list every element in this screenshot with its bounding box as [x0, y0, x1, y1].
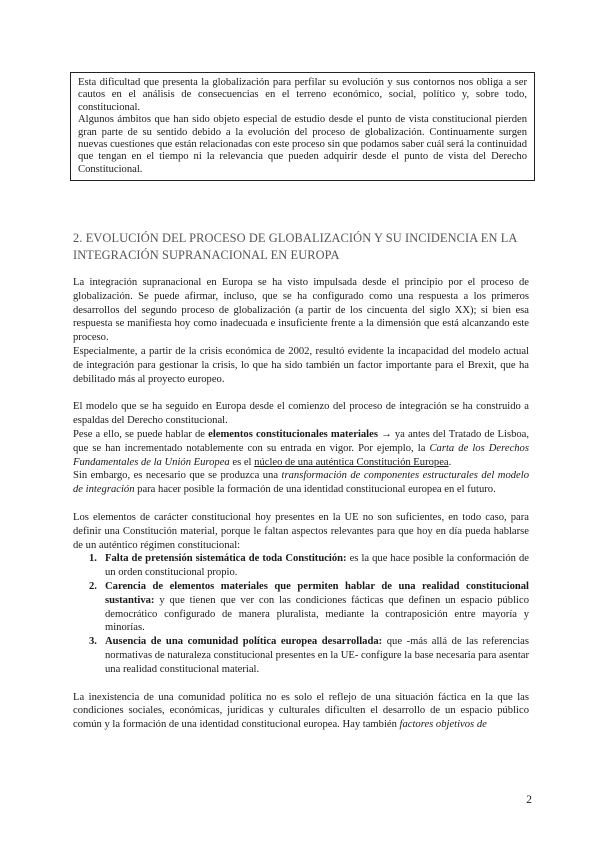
- list-item: 1. Falta de pretensión sistemática de toda Constitución: es la que hace posible la conformación de un orden constitucional propio.: [89, 553, 529, 579]
- page-number: 2: [526, 794, 532, 806]
- numbered-list: [73, 552, 529, 676]
- paragraph-5: Sin embargo, es necesario que se produzca una transformación de componentes estructurales del modelo de integración para hacer posible la formación de una identidad constitucional europea en el futuro.: [73, 470, 529, 496]
- paragraph-last: La inexistencia de una comunidad política no es solo el reflejo de una situación fáctica en la que las condiciones sociales, económicas, jurídicas y culturales dificulten el desarrollo de un espacio público común y la formación de una identidad constitucional europea. Hay también factores objetivos de: [73, 691, 529, 731]
- paragraph-3: El modelo que se ha seguido en Europa desde el comienzo del proceso de integración se ha construido a espaldas del Derecho constitucional.: [73, 401, 529, 427]
- box-paragraph-1: Esta dificultad que presenta la globalización para perfilar su evolución y sus contornos nos obliga a ser cautos en el análisis de consecuencias en el terreno económico, social, político y, sobre todo, constitucional.: [78, 77, 527, 113]
- bold-term: elementos constitucionales materiales: [208, 428, 378, 440]
- list-item: 3. Ausencia de una comunidad política europea desarrollada: que -más allá de las referencias normativas de naturaleza constitucional presentes en la UE- configure la base necesaria para asentar una realidad constitucional material.: [89, 636, 530, 675]
- italic-transformation: transformación de componentes estructurales del modelo de integración: [73, 470, 529, 496]
- underlined-phrase: núcleo de una auténtica Constitución Europea: [254, 456, 449, 468]
- italic-charter: Carta de los Derechos Fundamentales de la Unión Europea: [73, 442, 529, 468]
- italic-factors: factores objetivos de: [399, 719, 487, 731]
- box-paragraph-2: Algunos ámbitos que han sido objeto especial de estudio desde el punto de vista constitucional pierden gran parte de su sentido debido a la evolución del proceso de globalización. Continuamente surgen nuevas cuestiones que están relacionadas con este proceso sin que podamos saber cuál será la continuidad que tengan en el tiempo ni la relevancia que pueden adquirir desde el punto de vista del Derecho Constitucional.: [78, 114, 527, 175]
- paragraph-2: Especialmente, a partir de la crisis económica de 2002, resultó evidente la incapacidad del modelo actual de integración para gestionar la crisis, lo que ha sido también un factor importante para el Brexit, que ha debilitado más al proyecto europeo.: [73, 345, 529, 385]
- arrow-symbol: →: [377, 428, 395, 440]
- section-heading: 2. EVOLUCIÓN DEL PROCESO DE GLOBALIZACIÓN Y SU INCIDENCIA EN LA INTEGRACIÓN SUPRANACIONAL EN EUROPA: [73, 231, 517, 262]
- paragraph-1: La integración supranacional en Europa se ha visto impulsada desde el principio por el proceso de globalización. Se puede afirmar, incluso, que se ha configurado como una respuesta a los primeros desarrollos del segundo proceso de globalización (a partir de los cincuenta del siglo XX); si bien esa respuesta se manifiesta hoy como inadecuada e insuficiente frente a la dimensión que está alcanzando este proceso.: [73, 277, 529, 344]
- paragraph-6: Los elementos de carácter constitucional hoy presentes en la UE no son suficientes, en todo caso, para definir una Constitución material, porque le faltan aspectos relevantes para que hoy en día pueda hablarse de un auténtico régimen constitucional:: [73, 511, 529, 551]
- bordered-note-box: [70, 72, 535, 181]
- body-text: [73, 276, 529, 732]
- list-item: 2. Carencia de elementos materiales que permiten hablar de una realidad constitucional sustantiva: y que tienen que ver con las condiciones fácticas que definen un espacio público democrático configurado de manera pluralista, mediante la contraposición entre mayoría y minorías.: [89, 580, 529, 634]
- paragraph-4: Pese a ello, se puede hablar de elementos constitucionales materiales → ya antes del Tratado de Lisboa, que se han incrementado notablemente con su entrada en vigor. Por ejemplo, la Carta de los Derechos Fundamentales de la Unión Europea es el núcleo de una auténtica Constitución Europea.: [73, 428, 530, 468]
